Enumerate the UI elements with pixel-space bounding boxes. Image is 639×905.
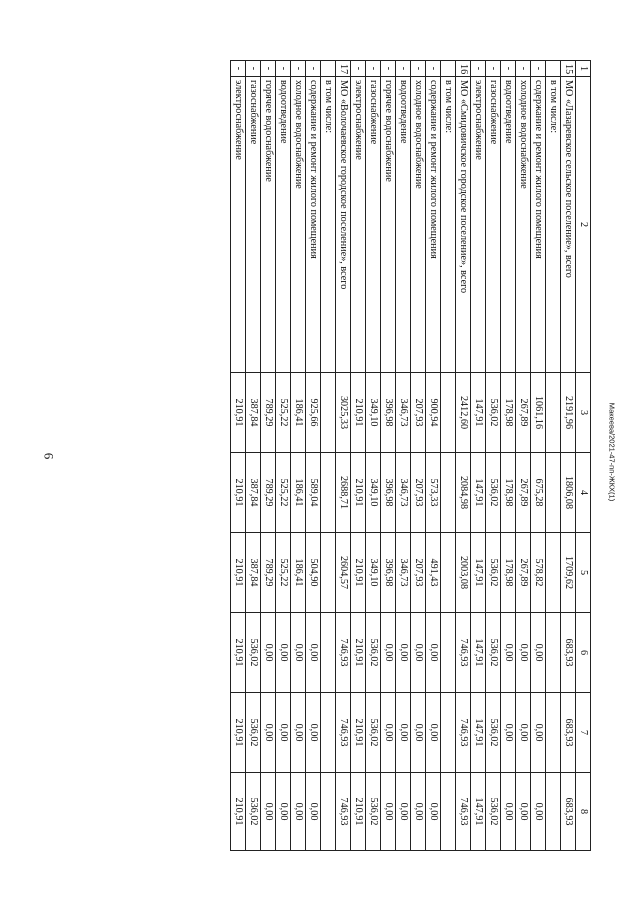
value-cell: 0,00 (261, 773, 276, 851)
table-row (501, 61, 516, 851)
value-cell: 186,41 (291, 373, 306, 453)
value-cell: 210,91 (231, 693, 246, 773)
value-cell: 346,73 (396, 453, 411, 533)
value-cell: 0,00 (516, 613, 531, 693)
value-cell: 675,28 (531, 453, 546, 533)
value-cell: 0,00 (396, 693, 411, 773)
value-cell: 2003,08 (456, 533, 471, 613)
value-cell: 396,98 (381, 533, 396, 613)
row-number-cell: - (351, 61, 366, 77)
value-cell: 746,93 (336, 613, 351, 693)
row-number-cell: - (246, 61, 261, 77)
table-row (471, 61, 486, 851)
row-label-cell: в том числе: (441, 77, 456, 373)
row-number-cell: - (306, 61, 321, 77)
value-cell (546, 533, 561, 613)
value-cell: 210,91 (231, 453, 246, 533)
table-row (336, 61, 351, 851)
row-number-cell: - (366, 61, 381, 77)
value-cell: 683,93 (561, 613, 576, 693)
value-cell: 387,84 (246, 373, 261, 453)
value-cell: 925,66 (306, 373, 321, 453)
document-reference-text: Макеева/2021-47-пп-ЖКХ(1) (607, 402, 617, 502)
value-cell (441, 373, 456, 453)
value-cell: 2191,96 (561, 373, 576, 453)
row-label-cell: горячее водоснабжение (381, 77, 396, 373)
value-cell: 210,91 (231, 613, 246, 693)
table-row (306, 61, 321, 851)
table-row (276, 61, 291, 851)
row-number-cell: 16 (456, 61, 471, 77)
value-cell: 2084,98 (456, 453, 471, 533)
row-number-cell: - (231, 61, 246, 77)
value-cell: 536,02 (486, 613, 501, 693)
row-number-cell: - (396, 61, 411, 77)
value-cell: 147,91 (471, 773, 486, 851)
value-cell: 0,00 (501, 693, 516, 773)
value-cell: 0,00 (426, 693, 441, 773)
value-cell: 1806,08 (561, 453, 576, 533)
value-cell: 147,91 (471, 453, 486, 533)
value-cell: 0,00 (306, 613, 321, 693)
value-cell (441, 773, 456, 851)
table-row (366, 61, 381, 851)
table-row (411, 61, 426, 851)
row-label-cell: водоотведение (396, 77, 411, 373)
table-row (246, 61, 261, 851)
value-cell: 210,91 (231, 533, 246, 613)
value-cell: 207,93 (411, 533, 426, 613)
row-label-cell: содержание и ремонт жилого помещения (426, 77, 441, 373)
value-cell: 504,90 (306, 533, 321, 613)
value-cell: 589,04 (306, 453, 321, 533)
row-label-cell: в том числе: (321, 77, 336, 373)
value-cell: 0,00 (381, 693, 396, 773)
row-label-cell: холодное водоснабжение (411, 77, 426, 373)
row-number-cell: - (381, 61, 396, 77)
value-cell: 346,73 (396, 373, 411, 453)
row-label-cell: содержание и ремонт жилого помещения (531, 77, 546, 373)
value-cell: 0,00 (276, 693, 291, 773)
row-number-cell: - (486, 61, 501, 77)
header-cell: 8 (576, 773, 591, 851)
value-cell: 147,91 (471, 613, 486, 693)
value-cell: 536,02 (486, 693, 501, 773)
value-cell (441, 453, 456, 533)
row-label-cell: в том числе: (546, 77, 561, 373)
value-cell: 789,29 (261, 453, 276, 533)
value-cell: 147,91 (471, 533, 486, 613)
value-cell: 387,84 (246, 533, 261, 613)
row-number-cell: - (411, 61, 426, 77)
value-cell: 789,29 (261, 533, 276, 613)
value-cell: 346,73 (396, 533, 411, 613)
value-cell (441, 533, 456, 613)
value-cell: 0,00 (276, 613, 291, 693)
value-cell (441, 693, 456, 773)
row-label-cell: холодное водоснабжение (291, 77, 306, 373)
row-number-cell: - (291, 61, 306, 77)
header-cell: 6 (576, 613, 591, 693)
value-cell: 3025,33 (336, 373, 351, 453)
value-cell: 573,33 (426, 453, 441, 533)
row-label-cell: водоотведение (276, 77, 291, 373)
row-number-cell: - (276, 61, 291, 77)
rotated-table-wrapper (103, 60, 591, 850)
value-cell: 525,22 (276, 453, 291, 533)
table-row (456, 61, 471, 851)
value-cell (321, 533, 336, 613)
table-body (231, 61, 591, 851)
row-number-cell (321, 61, 336, 77)
value-cell: 0,00 (381, 613, 396, 693)
value-cell (546, 613, 561, 693)
header-cell: 2 (576, 77, 591, 373)
value-cell: 0,00 (306, 693, 321, 773)
value-cell: 0,00 (516, 693, 531, 773)
value-cell: 396,98 (381, 453, 396, 533)
value-cell: 0,00 (426, 773, 441, 851)
table-row (261, 61, 276, 851)
value-cell: 746,93 (456, 613, 471, 693)
row-number-cell: - (516, 61, 531, 77)
value-cell: 536,02 (366, 773, 381, 851)
row-number-cell: 17 (336, 61, 351, 77)
row-number-cell (546, 61, 561, 77)
value-cell: 210,91 (351, 453, 366, 533)
value-cell: 210,91 (351, 773, 366, 851)
value-cell: 186,41 (291, 453, 306, 533)
value-cell: 0,00 (306, 773, 321, 851)
row-label-cell: МО «Смидовичское городское поселение», всего (456, 77, 471, 373)
value-cell (321, 613, 336, 693)
value-cell (546, 773, 561, 851)
value-cell: 210,91 (351, 533, 366, 613)
value-cell: 267,89 (516, 533, 531, 613)
value-cell: 525,22 (276, 533, 291, 613)
row-number-cell: - (261, 61, 276, 77)
value-cell (546, 373, 561, 453)
value-cell: 349,10 (366, 373, 381, 453)
table-row (351, 61, 366, 851)
value-cell: 536,02 (246, 773, 261, 851)
value-cell (321, 373, 336, 453)
table-row (321, 61, 336, 851)
value-cell: 186,41 (291, 533, 306, 613)
table-container (103, 60, 591, 850)
row-label-cell: содержание и ремонт жилого помещения (306, 77, 321, 373)
table-row (396, 61, 411, 851)
value-cell (546, 693, 561, 773)
table-row (546, 61, 561, 851)
value-cell: 683,93 (561, 693, 576, 773)
value-cell (441, 613, 456, 693)
value-cell: 178,98 (501, 453, 516, 533)
row-label-cell: электроснабжение (231, 77, 246, 373)
value-cell: 1709,62 (561, 533, 576, 613)
value-cell: 147,91 (471, 373, 486, 453)
value-cell: 789,29 (261, 373, 276, 453)
header-cell: 5 (576, 533, 591, 613)
value-cell: 2604,57 (336, 533, 351, 613)
value-cell: 578,82 (531, 533, 546, 613)
value-cell (321, 453, 336, 533)
value-cell: 536,02 (486, 773, 501, 851)
row-number-cell: 15 (561, 61, 576, 77)
value-cell: 900,94 (426, 373, 441, 453)
row-number-cell (441, 61, 456, 77)
row-label-cell: МО «Волочаевское городское поселение», всего (336, 77, 351, 373)
value-cell: 746,93 (456, 773, 471, 851)
row-label-cell: водоотведение (501, 77, 516, 373)
value-cell: 0,00 (426, 613, 441, 693)
value-cell: 746,93 (336, 693, 351, 773)
tariff-table (230, 60, 591, 851)
value-cell (321, 773, 336, 851)
row-label-cell: электроснабжение (471, 77, 486, 373)
table-header-row (576, 61, 591, 851)
header-cell: 1 (576, 61, 591, 77)
value-cell: 536,02 (486, 533, 501, 613)
value-cell: 536,02 (366, 693, 381, 773)
value-cell: 0,00 (396, 773, 411, 851)
row-number-cell: - (501, 61, 516, 77)
value-cell: 0,00 (531, 613, 546, 693)
value-cell: 0,00 (531, 693, 546, 773)
value-cell: 2688,71 (336, 453, 351, 533)
value-cell: 0,00 (261, 693, 276, 773)
value-cell: 2412,60 (456, 373, 471, 453)
value-cell: 267,89 (516, 373, 531, 453)
value-cell: 491,43 (426, 533, 441, 613)
value-cell: 746,93 (456, 693, 471, 773)
row-label-cell: газоснабжение (366, 77, 381, 373)
row-number-cell: - (531, 61, 546, 77)
page-number: 6 (41, 452, 57, 460)
value-cell: 0,00 (261, 613, 276, 693)
value-cell: 536,02 (246, 613, 261, 693)
value-cell: 0,00 (291, 773, 306, 851)
value-cell: 349,10 (366, 453, 381, 533)
row-label-cell: МО «Лазаревское сельское поселение», всего (561, 77, 576, 373)
value-cell: 0,00 (531, 773, 546, 851)
table-row (291, 61, 306, 851)
row-number-cell: - (471, 61, 486, 77)
table-row (426, 61, 441, 851)
value-cell: 0,00 (411, 613, 426, 693)
value-cell: 396,98 (381, 373, 396, 453)
header-cell: 3 (576, 373, 591, 453)
row-label-cell: газоснабжение (486, 77, 501, 373)
value-cell: 0,00 (411, 773, 426, 851)
value-cell: 210,91 (351, 693, 366, 773)
value-cell: 147,91 (471, 693, 486, 773)
value-cell: 210,91 (231, 373, 246, 453)
value-cell: 0,00 (381, 773, 396, 851)
table-row (486, 61, 501, 851)
value-cell: 0,00 (276, 773, 291, 851)
value-cell: 536,02 (486, 453, 501, 533)
row-label-cell: холодное водоснабжение (516, 77, 531, 373)
value-cell: 210,91 (351, 373, 366, 453)
value-cell: 536,02 (486, 373, 501, 453)
value-cell: 207,93 (411, 373, 426, 453)
value-cell: 683,93 (561, 773, 576, 851)
value-cell: 210,91 (351, 613, 366, 693)
value-cell: 0,00 (501, 613, 516, 693)
value-cell: 1061,16 (531, 373, 546, 453)
value-cell: 746,93 (336, 773, 351, 851)
value-cell (546, 453, 561, 533)
table-row (441, 61, 456, 851)
value-cell: 0,00 (396, 613, 411, 693)
row-label-cell: горячее водоснабжение (261, 77, 276, 373)
value-cell: 267,89 (516, 453, 531, 533)
value-cell: 178,98 (501, 533, 516, 613)
value-cell: 210,91 (231, 773, 246, 851)
value-cell: 0,00 (501, 773, 516, 851)
value-cell: 536,02 (246, 693, 261, 773)
header-cell: 4 (576, 453, 591, 533)
value-cell: 0,00 (291, 613, 306, 693)
table-row (231, 61, 246, 851)
header-cell: 7 (576, 693, 591, 773)
value-cell: 387,84 (246, 453, 261, 533)
value-cell: 349,10 (366, 533, 381, 613)
row-label-cell: газоснабжение (246, 77, 261, 373)
table-row (381, 61, 396, 851)
value-cell: 0,00 (291, 693, 306, 773)
table-row (561, 61, 576, 851)
value-cell (321, 693, 336, 773)
value-cell: 207,93 (411, 453, 426, 533)
value-cell: 178,98 (501, 373, 516, 453)
value-cell: 536,02 (366, 613, 381, 693)
table-row (531, 61, 546, 851)
row-number-cell: - (426, 61, 441, 77)
table-row (516, 61, 531, 851)
value-cell: 525,22 (276, 373, 291, 453)
row-label-cell: электроснабжение (351, 77, 366, 373)
value-cell: 0,00 (516, 773, 531, 851)
value-cell: 0,00 (411, 693, 426, 773)
